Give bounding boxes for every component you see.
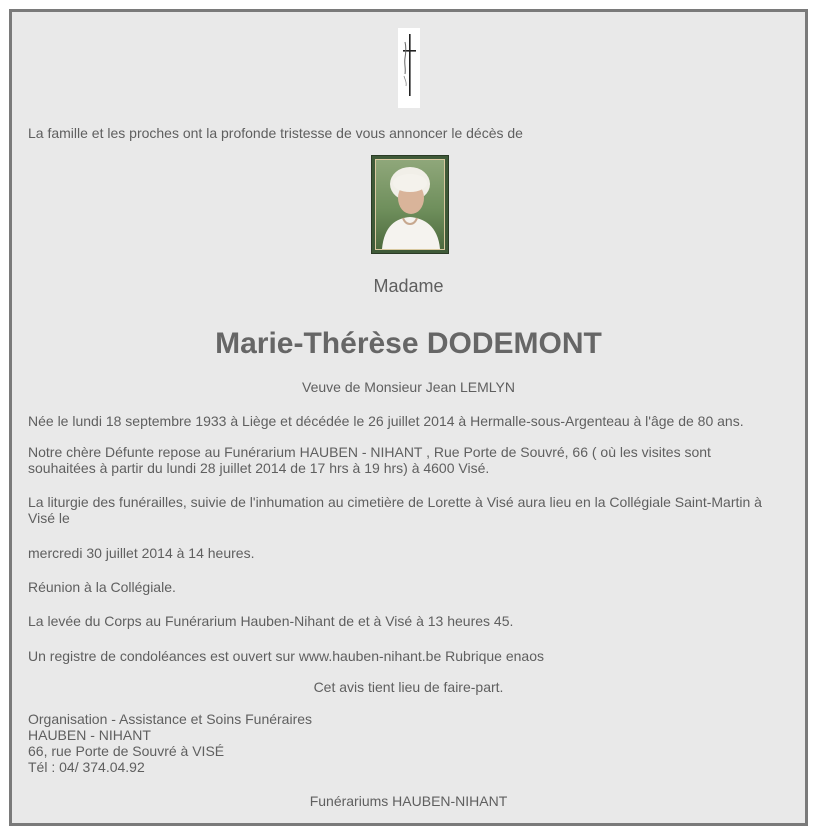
org-line-2: HAUBEN - NIHANT [28,727,151,743]
organisation-block [28,711,312,775]
liturgy-text-line1: La liturgie des funérailles, suivie de l'inhumation au cimetière de Lorette à Visé aura lieu en la Collégiale Saint-Martin à [28,494,762,510]
rest-text-line1: Notre chère Défunte repose au Funérarium HAUBEN - NIHANT , Rue Porte de Souvré, 66 ( où les visites sont [28,444,711,460]
org-line-4: Tél : 04/ 374.04.92 [28,759,145,775]
spouse-text: Veuve de Monsieur Jean LEMLYN [302,379,515,395]
honorific: Madame [373,276,444,296]
intro-text: La famille et les proches ont la profonde tristesse de vous annoncer le décès de [28,125,523,141]
funeral-date-time: mercredi 30 juillet 2014 à 14 heures. [28,545,255,561]
obituary-card [9,9,808,826]
meeting-text: Réunion à la Collégiale. [28,579,176,595]
footer-text: Funérariums HAUBEN-NIHANT [309,793,508,809]
faire-part-text: Cet avis tient lieu de faire-part. [313,679,504,695]
deceased-name: Marie-Thérèse DODEMONT [215,327,602,360]
cross-icon [398,28,420,108]
org-line-3: 66, rue Porte de Souvré à VISÉ [28,743,225,759]
org-line-1: Organisation - Assistance et Soins Funéraires [28,711,313,727]
birth-death-text: Née le lundi 18 septembre 1933 à Liège et décédée le 26 juillet 2014 à Hermalle-sous-Argenteau à l'âge de 80 ans. [28,413,744,429]
rest-text-line2: souhaitées à partir du lundi 28 juillet 2014 de 17 hrs à 19 hrs) à 4600 Visé. [28,460,490,476]
liturgy-text-line2: Visé le [28,510,70,526]
levee-text: La levée du Corps au Funérarium Hauben-Nihant de et à Visé à 13 heures 45. [28,613,514,629]
registry-text: Un registre de condoléances est ouvert sur www.hauben-nihant.be Rubrique enaos [28,648,544,664]
portrait-photo [371,155,449,254]
